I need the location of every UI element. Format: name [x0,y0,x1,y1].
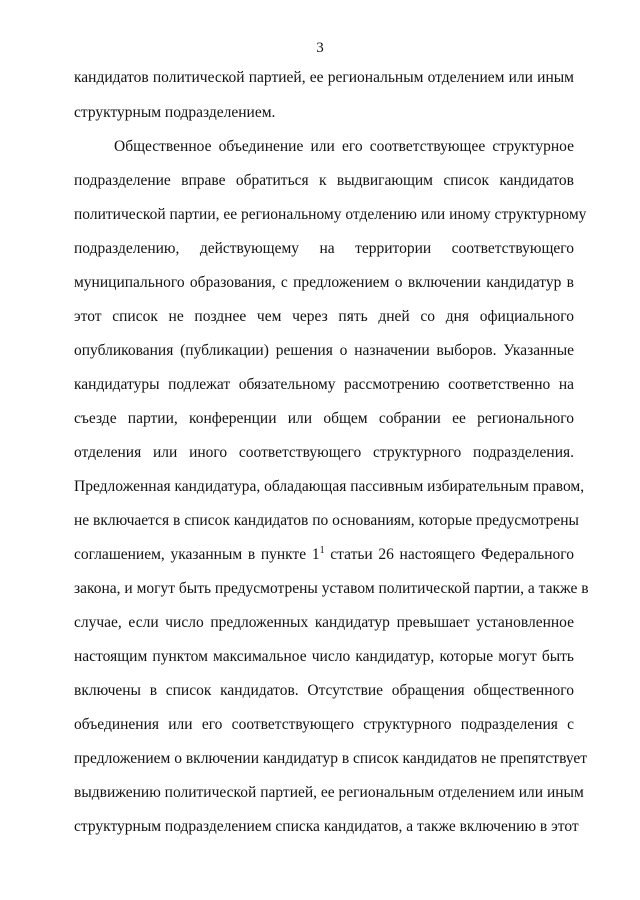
text-line: кандидатов политической партией, ее региональным отделением или иным [74,69,574,86]
text-line: подразделению, действующему на территории соответствующего [74,240,574,257]
text-line: опубликования (публикации) решения о назначении выборов. Указанные [74,342,574,359]
text-line: кандидатуры подлежат обязательному рассмотрению соответственно на [74,376,574,393]
text-line: предложением о включении кандидатур в список кандидатов не препятствует [74,750,588,767]
text-line: структурным подразделением списка кандидатов, а также включению в этот [74,818,579,835]
text-line: Общественное объединение или его соответствующее структурное [114,138,574,155]
text-line: структурным подразделением. [74,104,276,121]
text-line: подразделение вправе обратиться к выдвигающим список кандидатов [74,172,574,189]
text-line: муниципального образования, с предложением о включении кандидатур в [74,274,574,291]
text-line: Предложенная кандидатура, обладающая пассивным избирательным правом, [74,478,585,495]
text-line [74,545,574,565]
text-line: объединения или его соответствующего структурного подразделения с [74,716,574,733]
text-line: не включается в список кандидатов по основаниям, которые предусмотрены [74,512,579,529]
text-line: отделения или иного соответствующего структурного подразделения. [74,444,574,461]
text-line: включены в список кандидатов. Отсутствие обращения общественного [74,682,574,699]
superscript: 1 [319,545,325,556]
text-span: соглашением, указанным в пункте 1 [74,546,320,563]
text-line: выдвижению политической партией, ее региональным отделением или иным [74,784,584,801]
text-line: этот список не позднее чем через пять дней со дня официального [74,308,574,325]
text-line: закона, и могут быть предусмотрены уставом политической партии, а также в [74,580,589,597]
text-line: случае, если число предложенных кандидатур превышает установленное [74,614,574,631]
text-line: политической партии, ее региональному отделению или иному структурному [74,206,587,223]
text-line: настоящим пунктом максимальное число кандидатур, которые могут быть [74,648,574,665]
page-number: 3 [316,40,324,56]
text-span: статьи 26 настоящего Федерального [324,546,574,563]
text-line: съезде партии, конференции или общем собрании ее регионального [74,410,574,427]
